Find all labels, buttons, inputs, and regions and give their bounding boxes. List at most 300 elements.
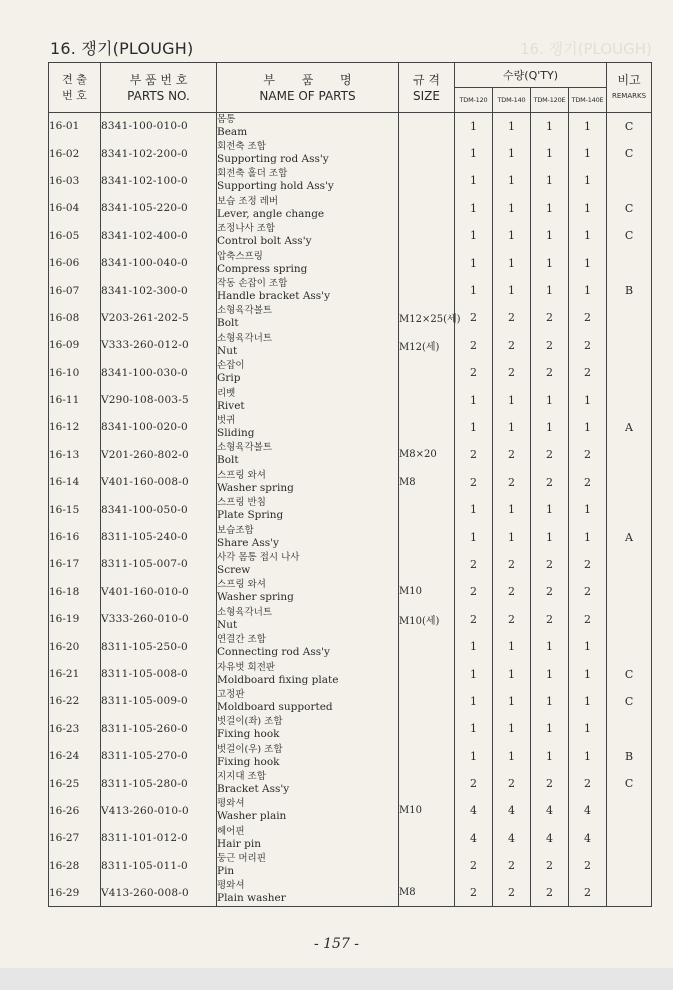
quantity-cell: 1: [493, 195, 531, 222]
part-number-cell: 8341-100-050-0: [101, 496, 217, 523]
table-row: [49, 797, 652, 824]
table-row: [49, 304, 652, 331]
part-name-en: Washer plain: [217, 810, 287, 823]
quantity-cell: 2: [455, 578, 493, 605]
quantity-cell: 1: [569, 195, 607, 222]
size-cell: [399, 167, 455, 194]
quantity-cell: 1: [569, 688, 607, 715]
quantity-cell: 1: [493, 496, 531, 523]
quantity-cell: 1: [569, 113, 607, 140]
col-header-name-ko: 부 품 명: [263, 72, 352, 87]
part-number-cell: 8311-105-011-0: [101, 852, 217, 879]
quantity-cell: 1: [531, 195, 569, 222]
quantity-cell: 1: [569, 140, 607, 167]
quantity-cell: 1: [531, 140, 569, 167]
quantity-cell: 2: [569, 852, 607, 879]
remarks-cell: C: [607, 688, 652, 715]
quantity-cell: 4: [455, 825, 493, 852]
part-name-ko: 평와셔: [217, 880, 245, 892]
part-name-cell: [217, 167, 399, 194]
quantity-cell: 1: [569, 414, 607, 441]
part-name-en: Plate Spring: [217, 509, 284, 522]
size-cell: [399, 359, 455, 386]
remarks-cell: [607, 496, 652, 523]
part-number-cell: 8311-105-260-0: [101, 715, 217, 742]
quantity-cell: 2: [493, 551, 531, 578]
remarks-cell: [607, 879, 652, 906]
quantity-cell: 1: [455, 277, 493, 304]
part-number-cell: V413-260-010-0: [101, 797, 217, 824]
quantity-cell: 2: [531, 441, 569, 468]
part-number-cell: 8311-105-250-0: [101, 633, 217, 660]
part-name-en: Compress spring: [217, 262, 308, 275]
quantity-cell: 1: [493, 688, 531, 715]
part-name-en: Beam: [217, 125, 248, 138]
remarks-cell: C: [607, 195, 652, 222]
part-name-cell: [217, 633, 399, 660]
quantity-cell: 1: [493, 414, 531, 441]
size-cell: M12(세): [399, 332, 455, 359]
quantity-cell: 1: [455, 742, 493, 769]
quantity-cell: 2: [569, 441, 607, 468]
part-name-cell: [217, 414, 399, 441]
part-name-en: Handle bracket Ass'y: [217, 290, 331, 303]
part-name-en: Nut: [217, 344, 238, 357]
size-cell: M8: [399, 469, 455, 496]
index-cell: 16-27: [49, 825, 101, 852]
page-number: - 157 -: [313, 936, 360, 952]
table-row: [49, 167, 652, 194]
table-row: [49, 523, 652, 550]
quantity-cell: 1: [531, 496, 569, 523]
col-header-part-number-ko: 부 품 번 호: [129, 72, 188, 87]
part-name-en: Fixing hook: [217, 728, 280, 741]
quantity-cell: 2: [455, 606, 493, 633]
part-name-en: Plain washer: [217, 892, 286, 905]
part-name-ko: 자유벗 회전판: [217, 661, 276, 673]
remarks-cell: C: [607, 770, 652, 797]
size-cell: [399, 140, 455, 167]
quantity-cell: 1: [493, 167, 531, 194]
table-row: [49, 414, 652, 441]
quantity-cell: 2: [569, 879, 607, 906]
part-name-ko: 리벳: [217, 387, 236, 399]
quantity-cell: 2: [455, 852, 493, 879]
remarks-cell: [607, 167, 652, 194]
quantity-cell: 1: [569, 222, 607, 249]
part-name-en: Grip: [217, 372, 241, 385]
part-name-ko: 회전축 조합: [217, 141, 266, 153]
size-cell: [399, 249, 455, 276]
quantity-cell: 2: [493, 879, 531, 906]
quantity-cell: 1: [493, 715, 531, 742]
col-header-name-en: NAME OF PARTS: [259, 88, 356, 103]
col-header-quantity: 수량(Q'TY): [455, 63, 607, 88]
part-number-cell: 8311-105-280-0: [101, 770, 217, 797]
quantity-cell: 2: [493, 770, 531, 797]
remarks-cell: [607, 852, 652, 879]
table-row: [49, 633, 652, 660]
index-cell: 16-05: [49, 222, 101, 249]
index-cell: 16-13: [49, 441, 101, 468]
part-name-ko: 소형육각볼트: [217, 305, 273, 317]
part-number-cell: 8341-100-040-0: [101, 249, 217, 276]
quantity-cell: 2: [455, 551, 493, 578]
index-cell: 16-03: [49, 167, 101, 194]
quantity-cell: 1: [531, 660, 569, 687]
quantity-cell: 2: [531, 359, 569, 386]
quantity-cell: 1: [455, 660, 493, 687]
quantity-cell: 1: [569, 523, 607, 550]
quantity-cell: 1: [455, 249, 493, 276]
part-name-cell: [217, 277, 399, 304]
col-header-index-ko2: 번 호: [62, 88, 87, 102]
size-cell: [399, 113, 455, 140]
part-name-cell: [217, 496, 399, 523]
table-row: [49, 441, 652, 468]
quantity-cell: 1: [493, 386, 531, 413]
index-cell: 16-28: [49, 852, 101, 879]
table-row: [49, 825, 652, 852]
quantity-cell: 2: [531, 770, 569, 797]
col-header-index: [49, 63, 101, 113]
quantity-cell: 1: [569, 167, 607, 194]
size-cell: [399, 633, 455, 660]
size-cell: M10(세): [399, 606, 455, 633]
quantity-cell: 2: [531, 578, 569, 605]
part-number-cell: 8341-100-020-0: [101, 414, 217, 441]
remarks-cell: C: [607, 113, 652, 140]
quantity-cell: 1: [569, 496, 607, 523]
quantity-cell: 1: [569, 633, 607, 660]
part-name-cell: [217, 386, 399, 413]
part-name-ko: 벗귀: [217, 414, 236, 426]
quantity-cell: 1: [493, 742, 531, 769]
part-name-en: Nut: [217, 618, 238, 631]
remarks-cell: [607, 551, 652, 578]
part-number-cell: V203-261-202-5: [101, 304, 217, 331]
col-header-remarks-en: REMARKS: [612, 91, 647, 100]
part-name-en: Fixing hook: [217, 755, 280, 768]
index-cell: 16-14: [49, 469, 101, 496]
part-name-ko: 소형육각볼트: [217, 442, 273, 454]
part-name-ko: 압축스프링: [217, 250, 263, 262]
part-name-en: Hair pin: [217, 837, 261, 850]
table-row: [49, 770, 652, 797]
part-number-cell: V290-108-003-5: [101, 386, 217, 413]
size-cell: [399, 414, 455, 441]
quantity-cell: 1: [455, 386, 493, 413]
part-name-cell: [217, 770, 399, 797]
part-name-ko: 조정나사 조합: [217, 223, 276, 235]
remarks-cell: [607, 359, 652, 386]
part-name-ko: 보습 조정 레버: [217, 195, 279, 207]
part-number-cell: 8341-102-300-0: [101, 277, 217, 304]
size-cell: M10: [399, 578, 455, 605]
quantity-cell: 1: [569, 742, 607, 769]
quantity-cell: 1: [493, 222, 531, 249]
remarks-cell: [607, 825, 652, 852]
part-name-cell: [217, 113, 399, 140]
part-name-ko: 연결간 조합: [217, 634, 266, 646]
quantity-cell: 2: [569, 578, 607, 605]
part-number-cell: 8311-105-008-0: [101, 660, 217, 687]
index-cell: 16-26: [49, 797, 101, 824]
part-number-cell: 8311-105-009-0: [101, 688, 217, 715]
part-name-ko: 고정판: [217, 688, 245, 700]
part-name-ko: 지지대 조합: [217, 771, 266, 783]
quantity-cell: 1: [531, 742, 569, 769]
quantity-cell: 1: [531, 249, 569, 276]
quantity-cell: 4: [493, 825, 531, 852]
table-row: [49, 469, 652, 496]
table-row: [49, 742, 652, 769]
part-name-ko: 벗걸이(좌) 조합: [217, 716, 283, 728]
size-cell: [399, 770, 455, 797]
quantity-cell: 2: [569, 469, 607, 496]
remarks-cell: [607, 606, 652, 633]
quantity-cell: 2: [493, 441, 531, 468]
part-number-cell: 8311-105-007-0: [101, 551, 217, 578]
col-header-name: [217, 63, 399, 113]
remarks-cell: C: [607, 222, 652, 249]
quantity-cell: 1: [531, 386, 569, 413]
part-name-cell: [217, 797, 399, 824]
part-number-cell: V401-160-008-0: [101, 469, 217, 496]
quantity-cell: 1: [455, 523, 493, 550]
part-name-ko: 몸통: [217, 113, 236, 125]
table-row: [49, 222, 652, 249]
col-header-size-en: SIZE: [413, 88, 440, 103]
size-cell: M12×25(세): [399, 304, 455, 331]
index-cell: 16-10: [49, 359, 101, 386]
remarks-cell: [607, 441, 652, 468]
quantity-cell: 4: [493, 797, 531, 824]
quantity-cell: 4: [531, 797, 569, 824]
index-cell: 16-19: [49, 606, 101, 633]
part-number-cell: 8341-100-030-0: [101, 359, 217, 386]
quantity-cell: 2: [493, 578, 531, 605]
quantity-cell: 4: [569, 825, 607, 852]
size-cell: [399, 688, 455, 715]
quantity-cell: 1: [531, 222, 569, 249]
part-name-ko: 벗걸이(우) 조합: [217, 743, 283, 755]
quantity-cell: 2: [531, 852, 569, 879]
quantity-cell: 1: [455, 688, 493, 715]
remarks-cell: [607, 386, 652, 413]
index-cell: 16-07: [49, 277, 101, 304]
remarks-cell: [607, 578, 652, 605]
part-name-cell: [217, 140, 399, 167]
quantity-cell: 1: [455, 414, 493, 441]
index-cell: 16-09: [49, 332, 101, 359]
part-name-ko: 둥근 머리핀: [217, 853, 266, 865]
part-name-en: Control bolt Ass'y: [217, 235, 312, 248]
quantity-cell: 1: [569, 660, 607, 687]
size-cell: [399, 852, 455, 879]
model-header: TDM-140: [493, 88, 531, 113]
quantity-cell: 2: [531, 879, 569, 906]
part-name-en: Pin: [217, 865, 235, 878]
part-number-cell: V201-260-802-0: [101, 441, 217, 468]
scan-bottom-strip: [0, 968, 673, 990]
part-number-cell: 8341-105-220-0: [101, 195, 217, 222]
part-name-en: Moldboard supported: [217, 700, 333, 713]
part-name-en: Washer spring: [217, 481, 294, 494]
quantity-cell: 2: [531, 551, 569, 578]
part-number-cell: V413-260-008-0: [101, 879, 217, 906]
quantity-cell: 1: [569, 277, 607, 304]
quantity-cell: 4: [569, 797, 607, 824]
table-row: [49, 879, 652, 906]
part-name-en: Connecting rod Ass'y: [217, 646, 330, 659]
quantity-cell: 1: [455, 715, 493, 742]
size-cell: [399, 222, 455, 249]
remarks-cell: B: [607, 277, 652, 304]
quantity-cell: 1: [493, 660, 531, 687]
quantity-cell: 1: [531, 523, 569, 550]
part-name-en: Bracket Ass'y: [217, 783, 290, 796]
part-name-en: Moldboard fixing plate: [217, 673, 339, 686]
part-number-cell: 8311-101-012-0: [101, 825, 217, 852]
quantity-cell: 2: [493, 852, 531, 879]
part-number-cell: V401-160-010-0: [101, 578, 217, 605]
part-name-ko: 손잡이: [217, 360, 245, 372]
part-name-en: Rivet: [217, 399, 245, 412]
col-header-size-ko: 규 격: [413, 72, 440, 87]
quantity-cell: 2: [493, 332, 531, 359]
index-cell: 16-02: [49, 140, 101, 167]
size-cell: [399, 742, 455, 769]
part-name-cell: [217, 742, 399, 769]
quantity-cell: 1: [455, 113, 493, 140]
page-title: 16. 쟁기(PLOUGH): [50, 39, 194, 58]
quantity-cell: 1: [493, 523, 531, 550]
quantity-cell: 2: [493, 469, 531, 496]
quantity-cell: 1: [493, 113, 531, 140]
table-row: [49, 852, 652, 879]
part-number-cell: 8341-102-400-0: [101, 222, 217, 249]
part-name-cell: [217, 195, 399, 222]
part-number-cell: 8341-102-200-0: [101, 140, 217, 167]
part-name-cell: [217, 825, 399, 852]
quantity-cell: 2: [455, 441, 493, 468]
index-cell: 16-21: [49, 660, 101, 687]
part-name-ko: 보습조합: [217, 524, 254, 536]
quantity-cell: 2: [493, 359, 531, 386]
part-number-cell: 8341-102-100-0: [101, 167, 217, 194]
quantity-cell: 1: [569, 386, 607, 413]
quantity-cell: 2: [569, 606, 607, 633]
part-name-ko: 평와셔: [217, 798, 245, 810]
index-cell: 16-25: [49, 770, 101, 797]
part-name-en: Sliding: [217, 426, 255, 439]
quantity-cell: 1: [531, 277, 569, 304]
remarks-cell: C: [607, 660, 652, 687]
quantity-cell: 2: [455, 359, 493, 386]
quantity-cell: 4: [531, 825, 569, 852]
size-cell: [399, 715, 455, 742]
quantity-cell: 2: [455, 770, 493, 797]
remarks-cell: A: [607, 523, 652, 550]
col-header-size: [399, 63, 455, 113]
part-number-cell: V333-260-012-0: [101, 332, 217, 359]
table-row: [49, 140, 652, 167]
part-name-cell: [217, 551, 399, 578]
quantity-cell: 1: [455, 140, 493, 167]
size-cell: [399, 523, 455, 550]
index-cell: 16-17: [49, 551, 101, 578]
index-cell: 16-01: [49, 113, 101, 140]
quantity-cell: 2: [493, 606, 531, 633]
remarks-cell: [607, 332, 652, 359]
size-cell: [399, 386, 455, 413]
part-name-ko: 소형육각너트: [217, 332, 273, 344]
size-cell: [399, 660, 455, 687]
table-row: [49, 688, 652, 715]
part-number-cell: V333-260-010-0: [101, 606, 217, 633]
part-name-cell: [217, 304, 399, 331]
parts-table-body: [49, 113, 652, 907]
part-name-en: Lever, angle change: [217, 207, 325, 220]
quantity-cell: 2: [531, 469, 569, 496]
col-header-index-ko: 견 출: [62, 72, 87, 86]
part-name-en: Screw: [217, 563, 251, 576]
bleed-through-title: 16. 쟁기(PLOUGH): [520, 40, 652, 58]
quantity-cell: 2: [569, 332, 607, 359]
table-row: [49, 386, 652, 413]
table-row: [49, 195, 652, 222]
quantity-cell: 1: [493, 633, 531, 660]
index-cell: 16-11: [49, 386, 101, 413]
index-cell: 16-15: [49, 496, 101, 523]
quantity-cell: 1: [531, 167, 569, 194]
part-name-ko: 스프링 와셔: [217, 579, 266, 591]
part-name-cell: [217, 469, 399, 496]
part-name-cell: [217, 715, 399, 742]
size-cell: [399, 195, 455, 222]
part-name-en: Share Ass'y: [217, 536, 279, 549]
quantity-cell: 1: [455, 496, 493, 523]
table-row: [49, 606, 652, 633]
index-cell: 16-29: [49, 879, 101, 906]
remarks-cell: [607, 249, 652, 276]
quantity-cell: 1: [455, 222, 493, 249]
part-name-cell: [217, 688, 399, 715]
quantity-cell: 1: [531, 715, 569, 742]
col-header-remarks: [607, 63, 652, 113]
remarks-cell: B: [607, 742, 652, 769]
part-name-cell: [217, 332, 399, 359]
index-cell: 16-24: [49, 742, 101, 769]
quantity-cell: 1: [531, 113, 569, 140]
model-header: TDM-140E: [569, 88, 607, 113]
index-cell: 16-08: [49, 304, 101, 331]
table-row: [49, 660, 652, 687]
part-name-cell: [217, 359, 399, 386]
part-number-cell: 8311-105-270-0: [101, 742, 217, 769]
quantity-cell: 1: [493, 140, 531, 167]
part-name-ko: 스프링 와셔: [217, 469, 266, 481]
remarks-cell: [607, 797, 652, 824]
part-number-cell: 8311-105-240-0: [101, 523, 217, 550]
quantity-cell: 1: [455, 167, 493, 194]
quantity-cell: 2: [531, 332, 569, 359]
index-cell: 16-20: [49, 633, 101, 660]
index-cell: 16-18: [49, 578, 101, 605]
col-header-remarks-ko: 비고: [617, 72, 641, 87]
table-row: [49, 332, 652, 359]
